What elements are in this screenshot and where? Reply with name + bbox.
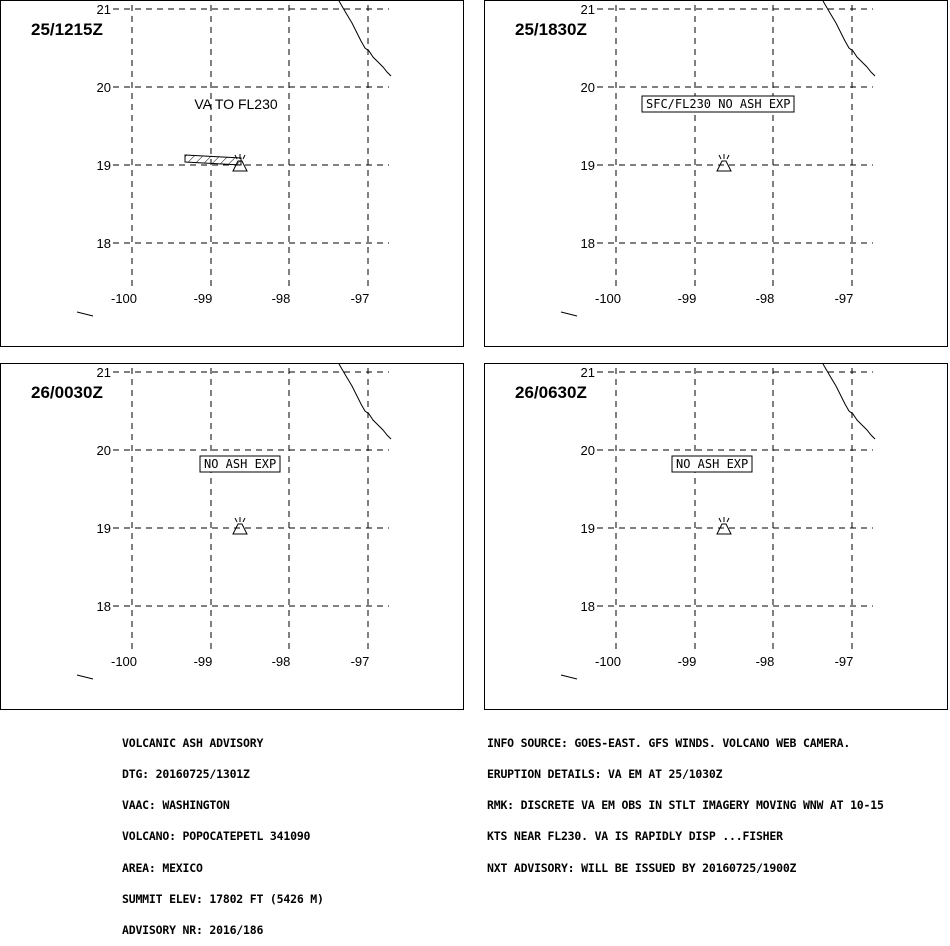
ash-annotation-text: VA TO FL230 bbox=[194, 96, 278, 112]
latitude-label: 21 bbox=[96, 2, 111, 17]
advisory-line: DTG: 20160725/1301Z bbox=[122, 767, 250, 782]
coastline bbox=[823, 364, 875, 439]
latitude-label: 21 bbox=[96, 365, 111, 380]
ash-annotation-text: NO ASH EXP bbox=[204, 457, 277, 471]
ash-annotation-text: SFC/FL230 NO ASH EXP bbox=[646, 97, 791, 111]
ash-annotation-text: NO ASH EXP bbox=[676, 457, 749, 471]
longitude-label: -99 bbox=[193, 654, 213, 669]
longitude-label: -100 bbox=[594, 291, 622, 306]
latitude-label: 20 bbox=[580, 443, 595, 458]
volcano-icon bbox=[233, 517, 247, 534]
latitude-label: 19 bbox=[580, 158, 595, 173]
coastline bbox=[339, 364, 391, 439]
latitude-label: 20 bbox=[96, 443, 111, 458]
latitude-label: 21 bbox=[580, 365, 595, 380]
advisory-line: VOLCANO: POPOCATEPETL 341090 bbox=[122, 829, 311, 844]
lat-lon-grid bbox=[113, 5, 389, 287]
latitude-label: 20 bbox=[580, 80, 595, 95]
ash-annotation-box bbox=[642, 96, 794, 112]
lat-lon-grid bbox=[113, 368, 389, 650]
longitude-label: -99 bbox=[677, 654, 697, 669]
volcano-icon bbox=[717, 154, 731, 171]
latitude-label: 18 bbox=[580, 599, 595, 614]
advisory-header-left bbox=[122, 717, 324, 946]
latitude-label: 20 bbox=[96, 80, 111, 95]
advisory-line: RMK: DISCRETE VA EM OBS IN STLT IMAGERY MOVING WNW AT 10-15 bbox=[487, 798, 884, 813]
longitude-label: -100 bbox=[110, 291, 138, 306]
coastline bbox=[823, 1, 875, 76]
map-panel-1 bbox=[0, 0, 464, 347]
longitude-label: -97 bbox=[834, 291, 854, 306]
advisory-line: SUMMIT ELEV: 17802 FT (5426 M) bbox=[122, 891, 324, 906]
advisory-line: VOLCANIC ASH ADVISORY bbox=[122, 735, 264, 750]
latitude-label: 19 bbox=[580, 521, 595, 536]
latitude-label: 21 bbox=[580, 2, 595, 17]
advisory-line: NXT ADVISORY: WILL BE ISSUED BY 20160725/1900Z bbox=[487, 860, 797, 875]
advisory-details-right bbox=[487, 717, 884, 883]
coastline-fragment bbox=[77, 312, 93, 316]
map-panel-3 bbox=[0, 363, 464, 710]
coastline-fragment bbox=[561, 675, 577, 679]
map-panel-2 bbox=[484, 0, 948, 347]
coastline-fragment bbox=[77, 675, 93, 679]
forecast-time-label: 26/0030Z bbox=[31, 383, 103, 402]
coastline bbox=[339, 1, 391, 76]
longitude-label: -98 bbox=[755, 291, 775, 306]
longitude-label: -100 bbox=[110, 654, 138, 669]
latitude-label: 18 bbox=[96, 599, 111, 614]
forecast-time-label: 25/1830Z bbox=[515, 20, 587, 39]
longitude-label: -99 bbox=[193, 291, 213, 306]
volcano-icon bbox=[717, 517, 731, 534]
latitude-label: 19 bbox=[96, 521, 111, 536]
lat-lon-grid bbox=[597, 5, 873, 287]
latitude-label: 18 bbox=[96, 236, 111, 251]
lat-lon-grid bbox=[597, 368, 873, 650]
longitude-label: -99 bbox=[677, 291, 697, 306]
advisory-line: ERUPTION DETAILS: VA EM AT 25/1030Z bbox=[487, 767, 723, 782]
latitude-label: 19 bbox=[96, 158, 111, 173]
longitude-label: -100 bbox=[594, 654, 622, 669]
coastline-fragment bbox=[561, 312, 577, 316]
longitude-label: -97 bbox=[350, 291, 370, 306]
map-panel-4 bbox=[484, 363, 948, 710]
longitude-label: -97 bbox=[834, 654, 854, 669]
forecast-time-label: 26/0630Z bbox=[515, 383, 587, 402]
forecast-time-label: 25/1215Z bbox=[31, 20, 103, 39]
advisory-line: VAAC: WASHINGTON bbox=[122, 798, 230, 813]
latitude-label: 18 bbox=[580, 236, 595, 251]
longitude-label: -97 bbox=[350, 654, 370, 669]
advisory-line: AREA: MEXICO bbox=[122, 860, 203, 875]
ash-annotation-box bbox=[672, 456, 752, 472]
advisory-line: INFO SOURCE: GOES-EAST. GFS WINDS. VOLCANO WEB CAMERA. bbox=[487, 735, 851, 750]
ash-annotation-box bbox=[200, 456, 280, 472]
longitude-label: -98 bbox=[755, 654, 775, 669]
longitude-label: -98 bbox=[271, 291, 291, 306]
ash-cloud-area bbox=[185, 155, 241, 165]
longitude-label: -98 bbox=[271, 654, 291, 669]
advisory-line: ADVISORY NR: 2016/186 bbox=[122, 923, 264, 938]
advisory-line: KTS NEAR FL230. VA IS RAPIDLY DISP ...FISHER bbox=[487, 829, 783, 844]
